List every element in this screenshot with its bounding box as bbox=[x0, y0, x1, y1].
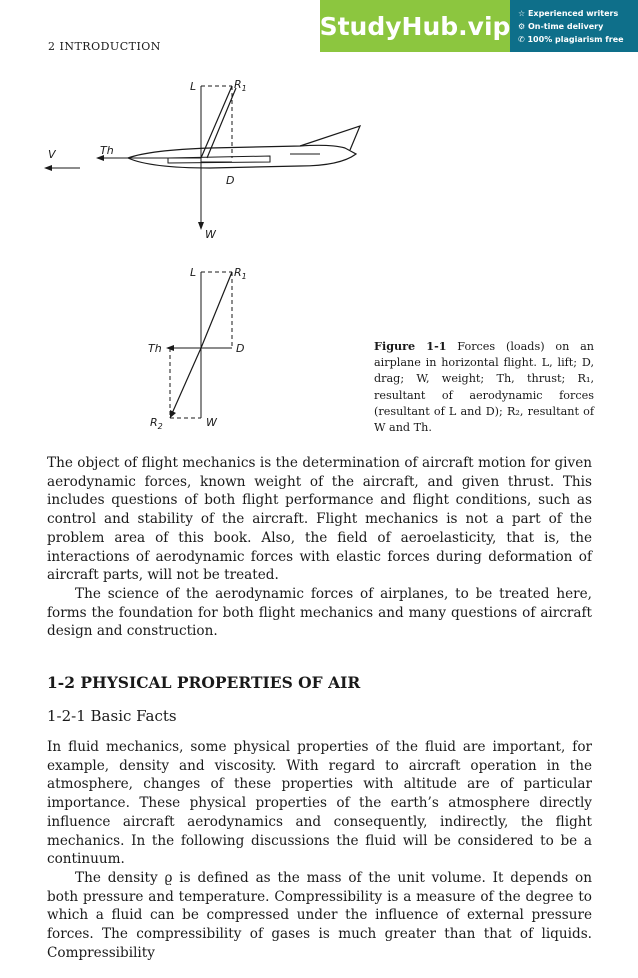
label-D: D bbox=[236, 342, 245, 355]
paragraph: The density ϱ is defined as the mass of the unit volume. It depends on both pressure and temperature. Compressibility is a measure of the degree to which a fluid can be compressed under the influence of external pressure forces. The compressibility of gases is much greater than that of liquids. Compressibility bbox=[47, 869, 592, 961]
tail-fin-shape bbox=[300, 126, 360, 150]
subsection-title: 1-2-1 Basic Facts bbox=[47, 707, 177, 725]
figure-force-diagram bbox=[0, 258, 300, 442]
basic-facts-text bbox=[47, 738, 592, 962]
r2-line bbox=[170, 348, 201, 418]
banner-perk: ✆ 100% plagiarism free bbox=[518, 34, 624, 44]
r1-line bbox=[201, 272, 232, 348]
label-R2: $R_2$ bbox=[150, 416, 163, 431]
banner-perk: ⚙ On-time delivery bbox=[518, 21, 604, 31]
paragraph: In fluid mechanics, some physical properties of the fluid are important, for example, density and viscosity. With regard to aircraft operation in the atmosphere, changes of these properties with altitude are of particular importance. These physical properties of the earth’s atmosphere directly influence aircraft aerodynamics and consequently, indirectly, the flight mechanics. In the following discussions the fluid will be considered to be a continuum. bbox=[47, 739, 592, 868]
label-L: L bbox=[190, 266, 197, 279]
running-head: 2 INTRODUCTION bbox=[48, 40, 161, 53]
label-L: L bbox=[190, 80, 197, 93]
airplane-diagram bbox=[0, 70, 380, 245]
label-W: W bbox=[206, 416, 217, 429]
label-D: D bbox=[226, 174, 235, 187]
label-R1: $R_1$ bbox=[234, 266, 247, 281]
label-Th: Th bbox=[148, 342, 162, 355]
caption-lead: Figure 1-1 bbox=[374, 339, 447, 353]
label-W: W bbox=[205, 228, 216, 241]
label-Th: Th bbox=[100, 144, 114, 157]
caption-text: Forces (loads) on an airplane in horizontal flight. L, lift; D, drag; W, weight; Th, thrust; R₁, resultant of aerodynamic forces (resultant of L and D); R₂, resultant of W and Th. bbox=[374, 340, 594, 435]
banner-perk: ☆ Experienced writers bbox=[518, 8, 619, 18]
force-diagram bbox=[0, 258, 300, 438]
banner-perks bbox=[510, 0, 638, 52]
intro-text bbox=[47, 454, 592, 641]
studyhub-banner[interactable] bbox=[320, 0, 638, 52]
paragraph: The object of flight mechanics is the determination of aircraft motion for given aerodynamic forces, known weight of the aircraft, and given thrust. This includes questions of both flight performance and flight conditions, such as control and stability of the aircraft. Flight mechanics is not a part of the problem area of this book. Also, the field of aeroelasticity, that is, the interactions of aerodynamic forces with elastic forces during deformation of aircraft parts, will not be treated. bbox=[47, 455, 592, 584]
label-R1: $R_1$ bbox=[234, 78, 247, 93]
section-title: 1-2 PHYSICAL PROPERTIES OF AIR bbox=[47, 673, 361, 692]
label-V: V bbox=[48, 148, 56, 161]
weight-arrow bbox=[198, 222, 204, 230]
velocity-arrow bbox=[44, 165, 52, 171]
paragraph: The science of the aerodynamic forces of airplanes, to be treated here, forms the foundation for both flight mechanics and many questions of aircraft design and construction. bbox=[47, 585, 592, 640]
banner-brand[interactable]: StudyHub.vip bbox=[320, 0, 510, 52]
figure-airplane-forces bbox=[0, 70, 380, 249]
figure-caption bbox=[374, 338, 594, 436]
